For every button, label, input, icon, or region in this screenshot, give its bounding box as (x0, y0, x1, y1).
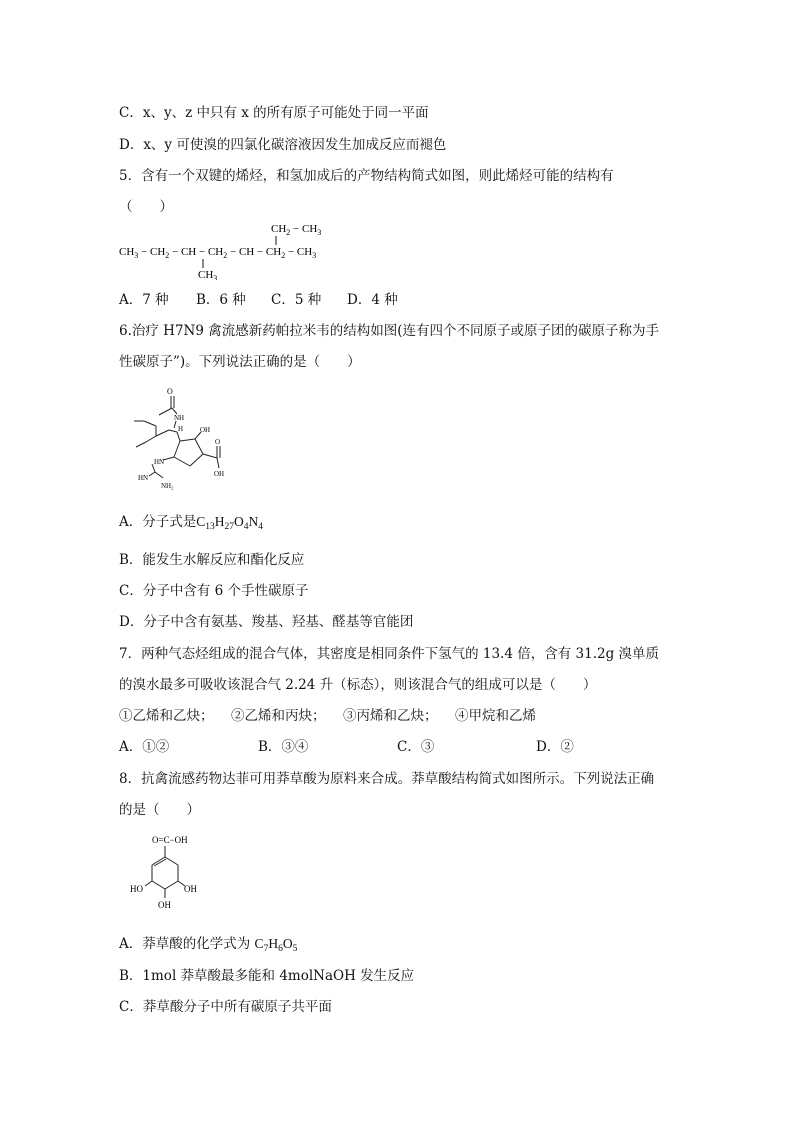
q6-label-hn: HN (154, 458, 165, 466)
q6-option-a (119, 513, 263, 536)
q5-structural-formula (119, 218, 379, 280)
q6-label-nh: NH (174, 414, 185, 422)
q6-label-cooh-o: O (215, 438, 221, 446)
q7-option-d: D．② (536, 739, 574, 755)
q6-label-oh: OH (200, 426, 211, 434)
q5-branch-top: $CH_2 - CH_3$ (271, 223, 322, 237)
q5-stem: 5．含有一个双键的烯烃，和氢加成后的产物结构简式如图，则此烯烃可能的结构有 (119, 168, 614, 184)
q5-option-c: C．5 种 (271, 292, 322, 308)
q5-option-a: A．7 种 (119, 292, 169, 308)
q7-stem-line1: 7．两种气态烃组成的混合气体，其密度是相同条件下氢气的 13.4 倍，含有 31.2g 溴单质 (119, 646, 660, 662)
q8-stem-line1: 8．抗禽流感药物达菲可用莽草酸为原料来合成。莽草酸结构简式如图所示。下列说法正确 (119, 771, 655, 787)
q5-option-d: D．4 种 (347, 292, 398, 308)
q8-option-b: B．1mol 莽草酸最多能和 4molNaOH 发生反应 (119, 968, 415, 984)
q6-label-o: O (167, 387, 173, 396)
q8-label-oh-bottom: OH (158, 900, 171, 910)
q8-option-a-prefix: A．莽草酸的化学式为 (119, 936, 255, 952)
q6-option-a-prefix: A．分子式是 (119, 514, 197, 530)
q7-choice-1: ①乙烯和乙炔； (119, 708, 214, 724)
q8-label-ho-left: HO (130, 884, 143, 894)
q8-label-oh-right: OH (184, 884, 197, 894)
q7-option-c: C．③ (397, 739, 435, 755)
q4-option-d: D．x、y 可使溴的四氯化碳溶液因发生加成反应而褪色 (119, 137, 447, 153)
q8-stem-line2: 的是（ ） (119, 802, 200, 818)
q7-option-b: B．③④ (258, 739, 309, 755)
q5-main-chain: $CH_3 - CH_2$ − CH − $CH_2$ − CH − $CH_2 - CH_3$ (119, 246, 317, 260)
q7-stem-line2: 的溴水最多可吸收该混合气 2.24 升（标态），则该混合气的组成可以是（ ） (119, 677, 597, 693)
q8-option-a (119, 935, 297, 958)
q8-label-cooh: O=C−OH (152, 835, 188, 845)
q6-label-h: H (178, 425, 184, 433)
q6-option-a-formula: $C_{13}H_{27}O_4N_4$ (196, 514, 264, 532)
q6-label-imine: HN (138, 474, 149, 482)
q5-option-b: B．6 种 (196, 292, 246, 308)
q8-option-c: C．莽草酸分子中所有碳原子共平面 (119, 999, 332, 1015)
q6-option-b: B．能发生水解反应和酯化反应 (119, 552, 305, 568)
q7-option-a: A．①② (119, 739, 170, 755)
q6-label-nh2: NH₂ (161, 482, 174, 490)
q8-option-a-formula: $C_7H_6O_5$ (254, 936, 298, 954)
q7-choice-2: ②乙烯和丙炔； (231, 708, 326, 724)
q6-stem-line2: 性碳原子”)。下列说法正确的是（ ） (119, 354, 361, 370)
q6-stem-line1: 6.治疗 H7N9 禽流感新药帕拉米韦的结构如图(连有四个不同原子或原子团的碳原子称为手 (119, 323, 659, 339)
q6-peramivir-structure (119, 384, 249, 496)
q6-option-d: D．分子中含有氨基、羧基、羟基、醛基等官能团 (119, 614, 414, 630)
q5-paren: （ ） (119, 199, 173, 215)
q6-label-cooh-oh: OH (214, 470, 225, 478)
q8-shikimic-acid-structure (130, 830, 220, 916)
q6-option-c: C．分子中含有 6 个手性碳原子 (119, 583, 309, 599)
q7-choice-4: ④甲烷和乙烯 (455, 708, 536, 724)
q7-choice-3: ③丙烯和乙炔； (343, 708, 438, 724)
q5-branch-bottom: $CH_3$ (198, 269, 218, 280)
q4-option-c: C．x、y、z 中只有 x 的所有原子可能处于同一平面 (119, 105, 429, 121)
